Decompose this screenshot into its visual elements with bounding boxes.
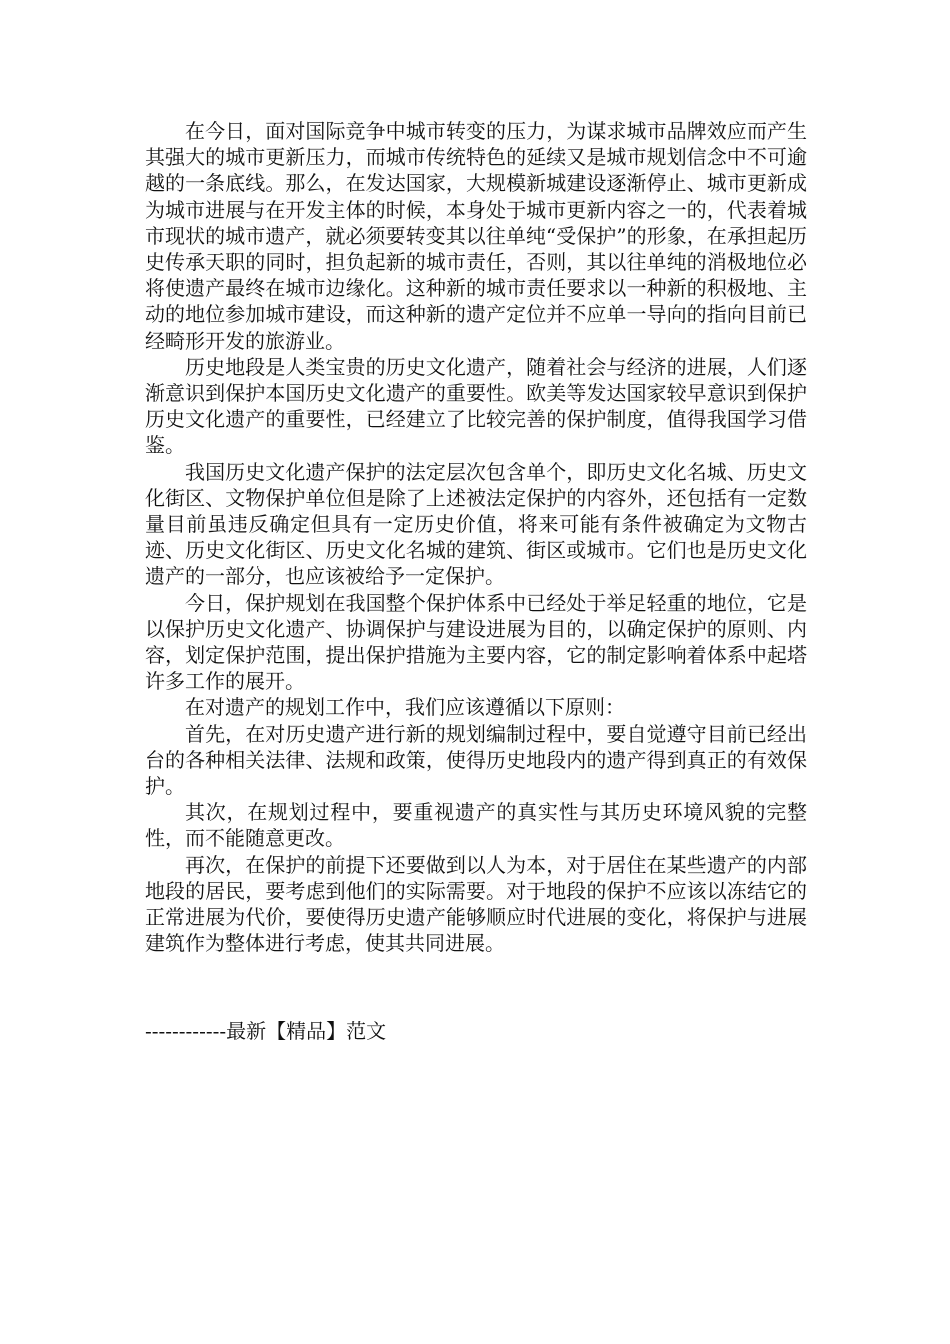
document-body: [145, 118, 807, 957]
paragraph-5: 在对遗产的规划工作中，我们应该遵循以下原则：: [185, 695, 625, 720]
paragraph-8: 再次，在保护的前提下还要做到以人为本，对于居住在某些遗产的内部地段的居民，要考虑到他们的实际需要。对于地段的保护不应该以冻结它的正常进展为代价，要使得历史遗产能够顺应时代进展的变化，将保护与进展建筑作为整体进行考虑，使其共同进展。: [145, 852, 807, 956]
paragraph-4: 今日，保护规划在我国整个保护体系中已经处于举足轻重的地位，它是以保护历史文化遗产、协调保护与建设进展为目的，以确定保护的原则、内容，划定保护范围，提出保护措施为主要内容，它的制定影响着体系中起塔许多工作的展开。: [145, 590, 807, 694]
paragraph-3: 我国历史文化遗产保护的法定层次包含单个，即历史文化名城、历史文化街区、文物保护单位但是除了上述被法定保护的内容外，还包括有一定数量目前虽违反确定但具有一定历史价值，将来可能有条件被确定为文物古迹、历史文化街区、历史文化名城的建筑、街区或城市。它们也是历史文化遗产的一部分，也应该被给予一定保护。: [145, 459, 807, 589]
paragraph-6: 首先，在对历史遗产进行新的规划编制过程中，要自觉遵守目前已经出台的各种相关法律、法规和政策，使得历史地段内的遗产得到真正的有效保护。: [145, 721, 807, 799]
paragraph-7: 其次，在规划过程中，要重视遗产的真实性与其历史环境风貌的完整性，而不能随意更改。: [145, 800, 807, 851]
footer-text: ------------最新【精品】范文: [145, 1019, 387, 1043]
paragraph-2: 历史地段是人类宝贵的历史文化遗产，随着社会与经济的进展，人们逐渐意识到保护本国历史文化遗产的重要性。欧美等发达国家较早意识到保护历史文化遗产的重要性，已经建立了比较完善的保护制度，值得我国学习借鉴。: [145, 354, 807, 458]
paragraph-1: 在今日，面对国际竞争中城市转变的压力，为谋求城市品牌效应而产生其强大的城市更新压力，而城市传统特色的延续又是城市规划信念中不可逾越的一条底线。那么，在发达国家，大规模新城建设逐渐停止、城市更新成为城市进展与在开发主体的时候，本身处于城市更新内容之一的，代表着城市现状的城市遗产，就必须要转变其以往单纯“受保护”的形象，在承担起历史传承天职的同时，担负起新的城市责任，否则，其以往单纯的消极地位必将使遗产最终在城市边缘化。这种新的城市责任要求以一种新的积极地、主动的地位参加城市建设，而这种新的遗产定位并不应单一导向的指向目前已经畸形开发的旅游业。: [145, 119, 807, 353]
